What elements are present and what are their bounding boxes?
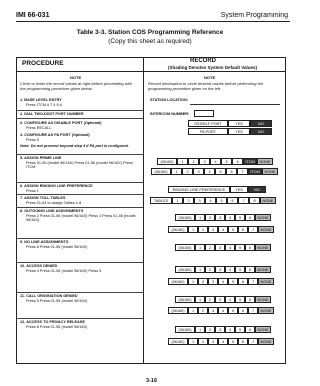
divider — [16, 292, 143, 293]
step-8-text: Press 2 Press 01-56 (model 96/16X) Press 3 Press 01-56 (model 96/16X) — [26, 213, 136, 223]
step-10-text: Press 4 Press 01-56 (model 96/16X) Press 5 — [26, 268, 102, 273]
pa-port-row — [188, 128, 272, 135]
step-5-text: Press 01-56 (model 96/16X) Press 01-56 (model 96/16X) Press ITCM — [26, 160, 133, 170]
step-3-text: Press RECALL — [26, 125, 52, 130]
table-title: Table 3-3. Station COS Programming Reference — [76, 29, 224, 36]
step-9-text: Press 6 Press 01-56 (model 96/16X) — [26, 244, 88, 249]
line-prefix: (06160) — [168, 278, 188, 285]
step-12-label: 12. ACCESS TO PRIVACY RELEASE — [20, 320, 85, 324]
line-prefix: (06160) — [168, 338, 188, 345]
step-11 — [20, 294, 140, 303]
digit-cell[interactable]: 5 — [215, 168, 226, 175]
ringing-pref-label: RINGING LINE PREFERENCE — [168, 186, 230, 193]
call-orig-row-1 — [175, 296, 271, 303]
digit-cell[interactable]: 6 — [238, 338, 248, 345]
digit-cell[interactable]: 2 — [188, 158, 199, 165]
step-2-label: 2. DIAL TWO-DIGIT PORT NUMBER — [20, 112, 84, 116]
privacy-row-1 — [175, 326, 271, 333]
digit-cell[interactable]: 8 — [249, 197, 260, 204]
none-cell[interactable]: NONE — [258, 278, 274, 285]
digit-cell[interactable]: 5 — [235, 296, 245, 303]
divider — [16, 318, 143, 319]
digit-cell[interactable]: 7 — [248, 278, 258, 285]
digit-cell[interactable]: 3 — [194, 197, 205, 204]
step-4 — [20, 133, 140, 142]
step-3 — [20, 121, 140, 130]
table-subtitle: (Copy this sheet as required) — [108, 38, 192, 45]
prime-line-row-2 — [151, 168, 278, 175]
digit-cell[interactable]: 2 — [205, 326, 215, 333]
step-9 — [20, 240, 140, 249]
page-number: 3-16 — [146, 378, 158, 384]
noline-row — [175, 244, 271, 251]
digit-cell[interactable]: 6 — [238, 307, 248, 314]
digit-cell[interactable]: 6 — [245, 296, 255, 303]
digit-cell[interactable]: 5 — [235, 244, 245, 251]
digit-cell[interactable]: 2 — [182, 168, 193, 175]
digit-cell[interactable]: 1 — [195, 266, 205, 273]
digit-cell[interactable]: 7 — [248, 338, 258, 345]
digit-cell[interactable]: 2 — [198, 307, 208, 314]
right-note-text: Record information or circle desired values before performing the programming procedure given on the left. — [148, 81, 264, 91]
digit-cell[interactable]: 3 — [215, 296, 225, 303]
digit-cell[interactable]: 1 — [171, 168, 182, 175]
none-cell[interactable]: NONE — [255, 244, 271, 251]
digit-cell[interactable]: 3 — [215, 326, 225, 333]
digit-cell[interactable]: 4 — [218, 226, 228, 233]
digit-cell[interactable]: 7 — [248, 307, 258, 314]
step-6 — [20, 184, 140, 193]
digit-cell[interactable]: 7 — [238, 197, 249, 204]
digit-cell[interactable]: 4 — [225, 296, 235, 303]
step-note: Note: Do not proceed beyond step 4 if PA port is configured. — [20, 144, 129, 148]
digit-cell[interactable]: 6 — [245, 214, 255, 221]
divider — [16, 154, 143, 155]
digit-cell[interactable]: 6 — [232, 158, 243, 165]
digit-cell[interactable]: 1 — [188, 226, 198, 233]
privacy-row-2 — [168, 338, 274, 345]
step-6-text: Press 1 — [26, 188, 39, 193]
step-12-text: Press 8 Press 01-56 (model 96/16X) — [26, 324, 88, 329]
step-11-text: Press 5 Press 01-56 (model 96/16X) — [26, 298, 88, 303]
station-location-line[interactable] — [190, 104, 280, 105]
digit-cell[interactable]: 4 — [210, 158, 221, 165]
line-prefix: (06160) — [157, 158, 177, 165]
digit-cell[interactable]: 2 — [198, 278, 208, 285]
record-subheader: (Shading Denotes System Default Values) — [168, 65, 258, 70]
divider — [16, 118, 143, 119]
digit-cell[interactable]: 2 — [205, 214, 215, 221]
left-note-text: Circle or enter the record values at right before proceeding with the programming procedure given below. — [20, 81, 132, 91]
outgoing-row-2 — [168, 226, 274, 233]
digit-cell[interactable]: 4 — [204, 168, 215, 175]
step-11-label: 11. CALL ORIGINATION DENIED — [20, 294, 78, 298]
step-9-label: 9. NO LINE ASSIGNMENTS — [20, 240, 69, 244]
digit-cell[interactable]: 4 — [225, 326, 235, 333]
digit-cell[interactable]: 6 — [238, 278, 248, 285]
tables-label: TABLES — [150, 197, 172, 204]
digit-cell[interactable]: 3 — [208, 226, 218, 233]
header-rule — [16, 21, 290, 22]
step-8 — [20, 209, 140, 223]
pa-no[interactable]: NO — [250, 128, 272, 135]
digit-cell[interactable]: 1 — [195, 326, 205, 333]
digit-cell[interactable]: 1 — [195, 296, 205, 303]
none-cell[interactable]: NONE — [255, 214, 271, 221]
digit-cell[interactable]: 5 — [235, 214, 245, 221]
prime-line-row-1 — [157, 158, 273, 165]
line-prefix: (06160) — [168, 307, 188, 314]
digit-cell[interactable]: 5 — [221, 158, 232, 165]
step-7-text: Press 01-64 to assign Tables 1-8 — [26, 200, 82, 205]
digit-cell[interactable]: 5 — [235, 266, 245, 273]
none-cell[interactable]: NONE — [258, 226, 274, 233]
none-cell[interactable]: NONE — [262, 168, 278, 175]
digit-cell[interactable]: 5 — [228, 226, 238, 233]
step-3-label: 3. CONFIGURE AS DISABLE PORT (Optional) — [20, 121, 102, 125]
left-note-title: NOTE — [70, 75, 82, 80]
pa-yes[interactable]: YES — [228, 128, 250, 135]
digit-cell[interactable]: 1 — [195, 244, 205, 251]
digit-cell[interactable]: 4 — [218, 307, 228, 314]
ringing-no[interactable]: NO — [248, 186, 266, 193]
none-cell[interactable]: NONE — [258, 338, 274, 345]
digit-cell[interactable]: 3 — [193, 168, 204, 175]
digit-cell[interactable]: 4 — [225, 214, 235, 221]
digit-cell[interactable]: 1 — [188, 338, 198, 345]
digit-cell[interactable]: 4 — [205, 197, 216, 204]
digit-cell[interactable]: 2 — [205, 266, 215, 273]
step-7-label: 7. ASSIGN TOLL TABLES — [20, 196, 66, 200]
outgoing-row-1 — [175, 214, 271, 221]
digit-cell[interactable]: 3 — [208, 338, 218, 345]
digit-cell[interactable]: 1 — [195, 214, 205, 221]
record-header: RECORD — [190, 58, 217, 64]
station-location-label: STATION LOCATION: — [150, 98, 188, 102]
digit-cell[interactable]: 4 — [225, 244, 235, 251]
step-10 — [20, 264, 140, 273]
column-divider — [143, 57, 144, 364]
step-5-label: 5. ASSIGN PRIME LINE — [20, 156, 62, 160]
digit-cell[interactable]: 3 — [199, 158, 210, 165]
digit-cell[interactable]: 2 — [205, 296, 215, 303]
digit-cell[interactable]: 3 — [215, 244, 225, 251]
divider — [16, 262, 143, 263]
line-prefix: (06160) — [175, 326, 195, 333]
step-5 — [20, 156, 140, 170]
digit-cell[interactable]: 5 — [216, 197, 227, 204]
divider — [16, 194, 143, 195]
digit-cell[interactable]: 2 — [198, 338, 208, 345]
dss-no[interactable]: NO — [250, 120, 272, 127]
call-orig-row-2 — [168, 307, 274, 314]
none-cell[interactable]: NONE — [255, 296, 271, 303]
step-12 — [20, 320, 140, 329]
pa-port-label: PA PORT — [188, 128, 228, 135]
right-note-title: NOTE — [204, 75, 216, 80]
dss-port-row — [188, 120, 272, 127]
digit-cell[interactable]: 2 — [205, 244, 215, 251]
divider — [16, 238, 143, 239]
access-denied-row-2 — [168, 278, 274, 285]
divider — [16, 207, 143, 208]
step-4-label: 4. CONFIGURE AS PA PORT (Optional) — [20, 133, 90, 137]
step-10-label: 10. ACCESS DENIED — [20, 264, 58, 268]
digit-cell[interactable]: 4 — [218, 278, 228, 285]
digit-cell[interactable]: 2 — [183, 197, 194, 204]
digit-cell[interactable]: 1 — [188, 307, 198, 314]
line-prefix: (06160) — [151, 168, 171, 175]
none-cell[interactable]: NONE — [257, 158, 273, 165]
digit-cell[interactable]: 6 — [245, 326, 255, 333]
digit-cell[interactable]: 3 — [208, 307, 218, 314]
digit-cell[interactable]: 4 — [218, 338, 228, 345]
step-2 — [20, 112, 140, 117]
none-cell[interactable]: NONE — [255, 266, 271, 273]
step-8-label: 8. OUTGOING LINE ASSIGNMENTS — [20, 209, 84, 213]
dss-yes[interactable]: YES — [228, 120, 250, 127]
section-title: System Programming — [220, 12, 288, 19]
digit-cell[interactable]: 5 — [228, 278, 238, 285]
step-1 — [20, 98, 140, 107]
tables-row — [150, 197, 276, 204]
line-prefix: (06160) — [175, 244, 195, 251]
digit-cell[interactable]: 7 — [248, 226, 258, 233]
digit-cell[interactable]: 5 — [228, 307, 238, 314]
step-1-text: Press ITCM # 7 4 6 # — [26, 102, 62, 107]
digit-cell[interactable]: 3 — [215, 266, 225, 273]
intercom-number-box[interactable] — [194, 110, 214, 117]
procedure-header: PROCEDURE — [22, 60, 64, 67]
digit-cell[interactable]: 5 — [235, 326, 245, 333]
line-prefix: (06160) — [168, 226, 188, 233]
digit-cell[interactable]: 3 — [208, 278, 218, 285]
divider — [16, 182, 143, 183]
line-prefix: (06160) — [175, 296, 195, 303]
digit-cell[interactable]: 6 — [245, 244, 255, 251]
digit-cell[interactable]: 5 — [228, 338, 238, 345]
digit-cell[interactable]: 1 — [172, 197, 183, 204]
none-cell[interactable]: NONE — [260, 197, 276, 204]
step-6-label: 6. ASSIGN RINGING LINE PREFERENCE — [20, 184, 93, 188]
digit-cell[interactable]: 1 — [177, 158, 188, 165]
digit-cell[interactable]: 7 — [237, 168, 248, 175]
digit-cell[interactable]: 1 — [188, 278, 198, 285]
intercom-number-label: INTERCOM NUMBER: — [150, 112, 190, 116]
digit-cell[interactable]: 4 — [225, 266, 235, 273]
itcm-cell[interactable]: ITCM — [243, 158, 257, 165]
line-prefix: (06160) — [175, 214, 195, 221]
divider — [16, 110, 143, 111]
digit-cell[interactable]: 3 — [215, 214, 225, 221]
step-7 — [20, 196, 140, 205]
none-cell[interactable]: NONE — [255, 326, 271, 333]
step-4-text: Press 9 — [26, 137, 39, 142]
doc-number: IMI 66-031 — [16, 12, 50, 19]
ringing-pref-row — [168, 186, 266, 193]
ringing-yes[interactable]: YES — [230, 186, 248, 193]
step-1-label: 1. BASE LEVEL ENTRY — [20, 98, 62, 102]
itcm-cell[interactable]: ITCM — [248, 168, 262, 175]
none-cell[interactable]: NONE — [258, 307, 274, 314]
digit-cell[interactable]: 2 — [198, 226, 208, 233]
access-denied-row-1 — [175, 266, 271, 273]
digit-cell[interactable]: 6 — [238, 226, 248, 233]
line-prefix: (06160) — [175, 266, 195, 273]
digit-cell[interactable]: 6 — [227, 197, 238, 204]
digit-cell[interactable]: 6 — [245, 266, 255, 273]
digit-cell[interactable]: 6 — [226, 168, 237, 175]
dss-port-label: DSS/BLF PORT — [188, 120, 228, 127]
